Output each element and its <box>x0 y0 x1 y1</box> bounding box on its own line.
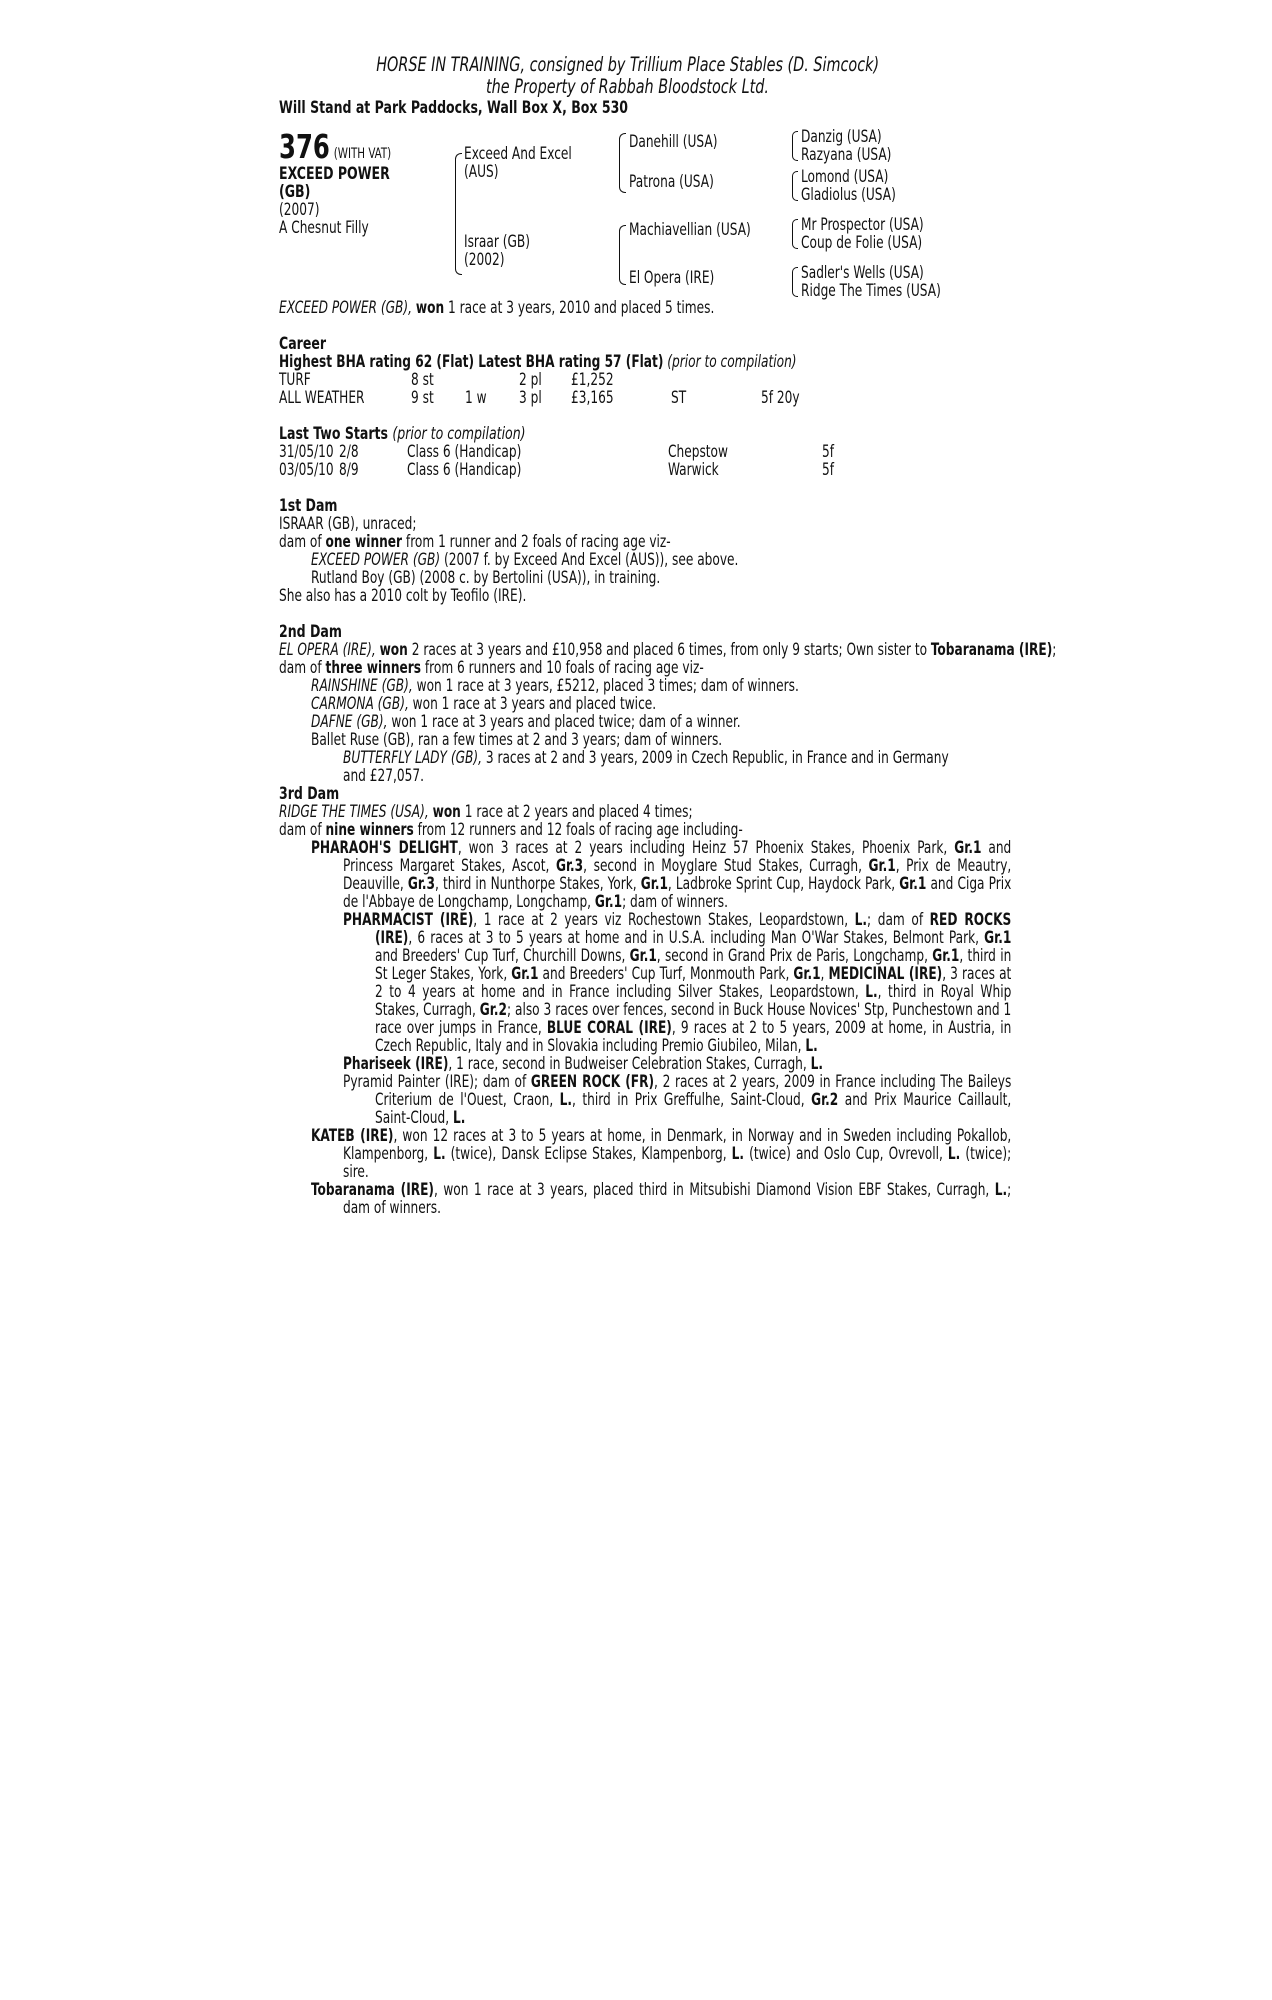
career-title: Career <box>279 334 327 354</box>
sire-dam-brace <box>455 153 462 275</box>
lot-block <box>279 129 416 237</box>
stand-location: Will Stand at Park Paddocks, Wall Box X, Box 530 <box>279 98 629 118</box>
first-dam-produce-1: EXCEED POWER (GB) (2007 f. by Exceed And Excel (AUS)), see above. <box>311 550 739 569</box>
start-row-1: 31/05/10 2/8 Class 6 (Handicap) Chepstow 5f <box>279 442 835 461</box>
text-run: , won 12 races at 3 to 5 years at home, in Denmark, in Norway and in Sweden including Pokallob, Klampenborg, <box>342 1126 1012 1163</box>
text-run: , second in Grand Prix de Paris, Longchamp, <box>656 946 933 965</box>
sire-country: (AUS) <box>464 162 499 181</box>
text-run: and Ciga Prix de l'Abbaye de Longchamp, Longchamp, <box>342 874 1012 911</box>
dam-line-brace <box>619 225 626 285</box>
text-run: Gr.1 <box>629 946 657 965</box>
produce-pharmacist <box>279 910 1012 1055</box>
vat-label: (WITH VAT) <box>333 146 392 162</box>
text-run: , third in Prix Greffulhe, Saint-Cloud, <box>572 1090 812 1109</box>
first-dam-line1: ISRAAR (GB), unraced; <box>279 514 417 533</box>
first-dam-produce-2: Rutland Boy (GB) (2008 c. by Bertolini (USA)), in training. <box>311 568 661 587</box>
text-run: , 6 races at 3 to 5 years at home and in U.S.A. including Man O'War Stakes, Belmont Park, <box>408 928 985 947</box>
text-run: Phariseek (IRE) <box>343 1054 449 1073</box>
gen3-brace-4 <box>792 267 798 297</box>
career-row-all-weather: ALL WEATHER 9 st 1 w 3 pl £3,165 ST 5f 20y <box>279 388 800 407</box>
text-run: and Breeders' Cup Turf, Churchill Downs, <box>374 946 630 965</box>
text-run: Gr.1 <box>868 856 896 875</box>
text-run: Gr.2 <box>811 1090 839 1109</box>
third-dam-title: 3rd Dam <box>279 784 340 804</box>
sire-name: Exceed And Excel <box>464 144 572 163</box>
text-run: GREEN ROCK (FR) <box>530 1072 655 1091</box>
sire-dam: Patrona (USA) <box>629 172 714 191</box>
horse-name: EXCEED POWER <box>279 164 390 184</box>
catalogue-page <box>279 53 1057 1217</box>
text-run: , 1 race, second in Budweiser Celebration Stakes, Curragh, <box>448 1054 811 1073</box>
text-run: , 1 race at 2 years viz Rochestown Stakes, Leopardstown, <box>473 910 855 929</box>
text-run: Gr.1 <box>954 838 982 857</box>
second-dam-produce-3: DAFNE (GB), won 1 race at 3 years and placed twice; dam of a winner. <box>311 712 741 731</box>
first-dam-title: 1st Dam <box>279 496 338 516</box>
text-run: L. <box>559 1090 573 1109</box>
text-run: , Prix de Meautry, Deauville, <box>342 856 1012 893</box>
dam-dam-dam: Ridge The Times (USA) <box>801 281 941 300</box>
sire-line-brace <box>619 133 626 193</box>
sire-sire-dam: Razyana (USA) <box>801 145 892 164</box>
first-dam-line2: dam of one winner from 1 runner and 2 foals of racing age viz- <box>279 532 671 551</box>
text-run: PHARAOH'S DELIGHT <box>311 838 458 857</box>
text-run: (twice), Dansk Eclipse Stakes, Klampenborg, <box>445 1144 732 1163</box>
text-run: BLUE CORAL (IRE) <box>546 1018 672 1037</box>
start-row-2: 03/05/10 8/9 Class 6 (Handicap) Warwick 5f <box>279 460 835 479</box>
text-run: L. <box>452 1108 466 1127</box>
text-run: L. <box>854 910 868 929</box>
text-run: , third in Nunthorpe Stakes, York, <box>434 874 641 893</box>
dam-dam: El Opera (IRE) <box>629 268 715 287</box>
text-run: ; dam of winners. <box>622 892 729 911</box>
text-run: , second in Moyglare Stud Stakes, Curragh, <box>583 856 869 875</box>
text-run: , won 3 races at 2 years including Heinz 57 Phoenix Stakes, Phoenix Park, <box>457 838 955 857</box>
second-dam-para2: dam of three winners from 6 runners and 10 foals of racing age viz- <box>279 658 704 677</box>
second-dam-produce-1: RAINSHINE (GB), won 1 race at 3 years, £5212, placed 3 times; dam of winners. <box>311 676 799 695</box>
text-run: KATEB (IRE) <box>311 1126 394 1145</box>
text-run: ; dam of <box>867 910 930 929</box>
sire-dam-dam: Gladiolus (USA) <box>801 185 896 204</box>
text-run: Gr.1 <box>640 874 668 893</box>
text-run: and Princess Margaret Stakes, Ascot, <box>342 838 1012 875</box>
text-run: Pyramid Painter (IRE); dam of <box>343 1072 531 1091</box>
owner-line: the Property of Rabbah Bloodstock Ltd. <box>486 75 769 98</box>
dam-sire: Machiavellian (USA) <box>629 220 751 239</box>
second-dam-grandproduce-1: BUTTERFLY LADY (GB), 3 races at 2 and 3 years, 2009 in Czech Republic, in France and in Germany and £27,057. <box>343 748 949 785</box>
dam-sire-sire: Mr Prospector (USA) <box>801 215 924 234</box>
text-run: L. <box>810 1054 824 1073</box>
text-run: Tobaranama (IRE) <box>311 1180 434 1199</box>
second-dam-produce-2: CARMONA (GB), won 1 race at 3 years and placed twice. <box>311 694 657 713</box>
produce-phariseek <box>279 1055 976 1073</box>
produce-pharaohs-delight <box>279 838 1012 911</box>
text-run: , <box>820 964 829 983</box>
consignor-line: HORSE IN TRAINING, consigned by Trillium Place Stables (D. Simcock) <box>376 53 879 76</box>
text-run: (twice) and Oslo Cup, Ovrevoll, <box>744 1144 948 1163</box>
text-run: , won 1 race at 3 years, placed third in Mitsubishi Diamond Vision EBF Stakes, Curragh, <box>433 1180 995 1199</box>
text-run: Gr.1 <box>511 964 539 983</box>
text-run: L. <box>731 1144 745 1163</box>
text-run: ; dam of winners. <box>342 1180 1012 1217</box>
gen3-brace-2 <box>792 171 798 201</box>
text-run: , third in St Leger Stakes, York, <box>374 946 1012 983</box>
text-run: Gr.1 <box>932 946 960 965</box>
race-summary: EXCEED POWER (GB), won 1 race at 3 years, 2010 and placed 5 times. <box>279 298 715 317</box>
text-run: , Ladbroke Sprint Cup, Haydock Park, <box>667 874 900 893</box>
dam-year: (2002) <box>464 250 505 269</box>
text-run: Gr.1 <box>899 874 927 893</box>
text-run: L. <box>994 1180 1008 1199</box>
text-run: Gr.3 <box>407 874 435 893</box>
text-run: , 3 races at 2 to 4 years at home and in France including Silver Stakes, Leopardstown, <box>374 964 1012 1001</box>
second-dam-para1: EL OPERA (IRE), won 2 races at 3 years and £10,958 and placed 6 times, from only 9 starts; Own sister to Tobaranama (IRE); <box>279 640 1057 659</box>
bha-ratings: Highest BHA rating 62 (Flat) Latest BHA rating 57 (Flat) (prior to compilation) <box>279 352 797 371</box>
text-run: and Prix Maurice Caillault, Saint-Cloud, <box>374 1090 1012 1127</box>
foaling-year: (2007) <box>279 200 320 219</box>
second-dam-title: 2nd Dam <box>279 622 342 642</box>
text-run: Gr.2 <box>479 1000 507 1019</box>
text-run: Gr.1 <box>984 928 1012 947</box>
first-dam-line5: She also has a 2010 colt by Teofilo (IRE). <box>279 586 527 605</box>
text-run: RED ROCKS (IRE) <box>374 910 1012 947</box>
text-run: Gr.1 <box>793 964 821 983</box>
lot-number: 376 <box>279 127 330 166</box>
dam-name: Israar (GB) <box>464 232 531 251</box>
dam-sire-dam: Coup de Folie (USA) <box>801 233 923 252</box>
dam-dam-sire: Sadler's Wells (USA) <box>801 263 924 282</box>
text-run: L. <box>805 1036 818 1055</box>
gen3-brace-1 <box>792 131 798 161</box>
sire-sire-sire: Danzig (USA) <box>801 127 882 146</box>
text-run: L. <box>865 982 878 1001</box>
text-run: and Breeders' Cup Turf, Monmouth Park, <box>538 964 794 983</box>
third-dam-para2: dam of nine winners from 12 runners and 12 foals of racing age including- <box>279 820 743 839</box>
produce-kateb <box>279 1126 1012 1181</box>
last-two-starts-title: Last Two Starts (prior to compilation) <box>279 424 526 444</box>
sire-dam-sire: Lomond (USA) <box>801 167 889 186</box>
second-dam-produce-4: Ballet Ruse (GB), ran a few times at 2 and 3 years; dam of winners. <box>311 730 723 749</box>
text-run: (twice); sire. <box>342 1144 1012 1181</box>
horse-description: A Chesnut Filly <box>279 218 369 237</box>
gen3-brace-3 <box>792 219 798 249</box>
text-run: PHARMACIST (IRE) <box>343 910 474 929</box>
text-run: Gr.1 <box>594 892 623 911</box>
text-run: MEDICINAL (IRE) <box>828 964 943 983</box>
text-run: , 2 races at 2 years, 2009 in France including The Baileys Criterium de l'Ouest, Craon, <box>374 1072 1012 1109</box>
produce-tobaranama <box>279 1180 1012 1217</box>
produce-pyramid-painter <box>279 1072 1012 1127</box>
third-dam-para1: RIDGE THE TIMES (USA), won 1 race at 2 years and placed 4 times; <box>279 802 693 821</box>
sire-sire: Danehill (USA) <box>629 132 718 151</box>
text-run: L. <box>947 1144 961 1163</box>
pedigree-table <box>279 129 976 299</box>
text-run: , 9 races at 2 to 5 years, 2009 at home, in Austria, in Czech Republic, Italy and in Slovakia including Premio Giubileo, Milan, <box>374 1018 1012 1055</box>
text-run: , third in Royal Whip Stakes, Curragh, <box>374 982 1012 1019</box>
career-row-turf: TURF 8 st 2 pl £1,252 <box>279 370 614 389</box>
text-run: Gr.3 <box>555 856 584 875</box>
horse-country: (GB) <box>279 182 311 202</box>
text-run: L. <box>433 1144 446 1163</box>
text-run: ; also 3 races over fences, second in Buck House Novices' Stp, Punchestown and 1 race over jumps in France, <box>374 1000 1012 1037</box>
